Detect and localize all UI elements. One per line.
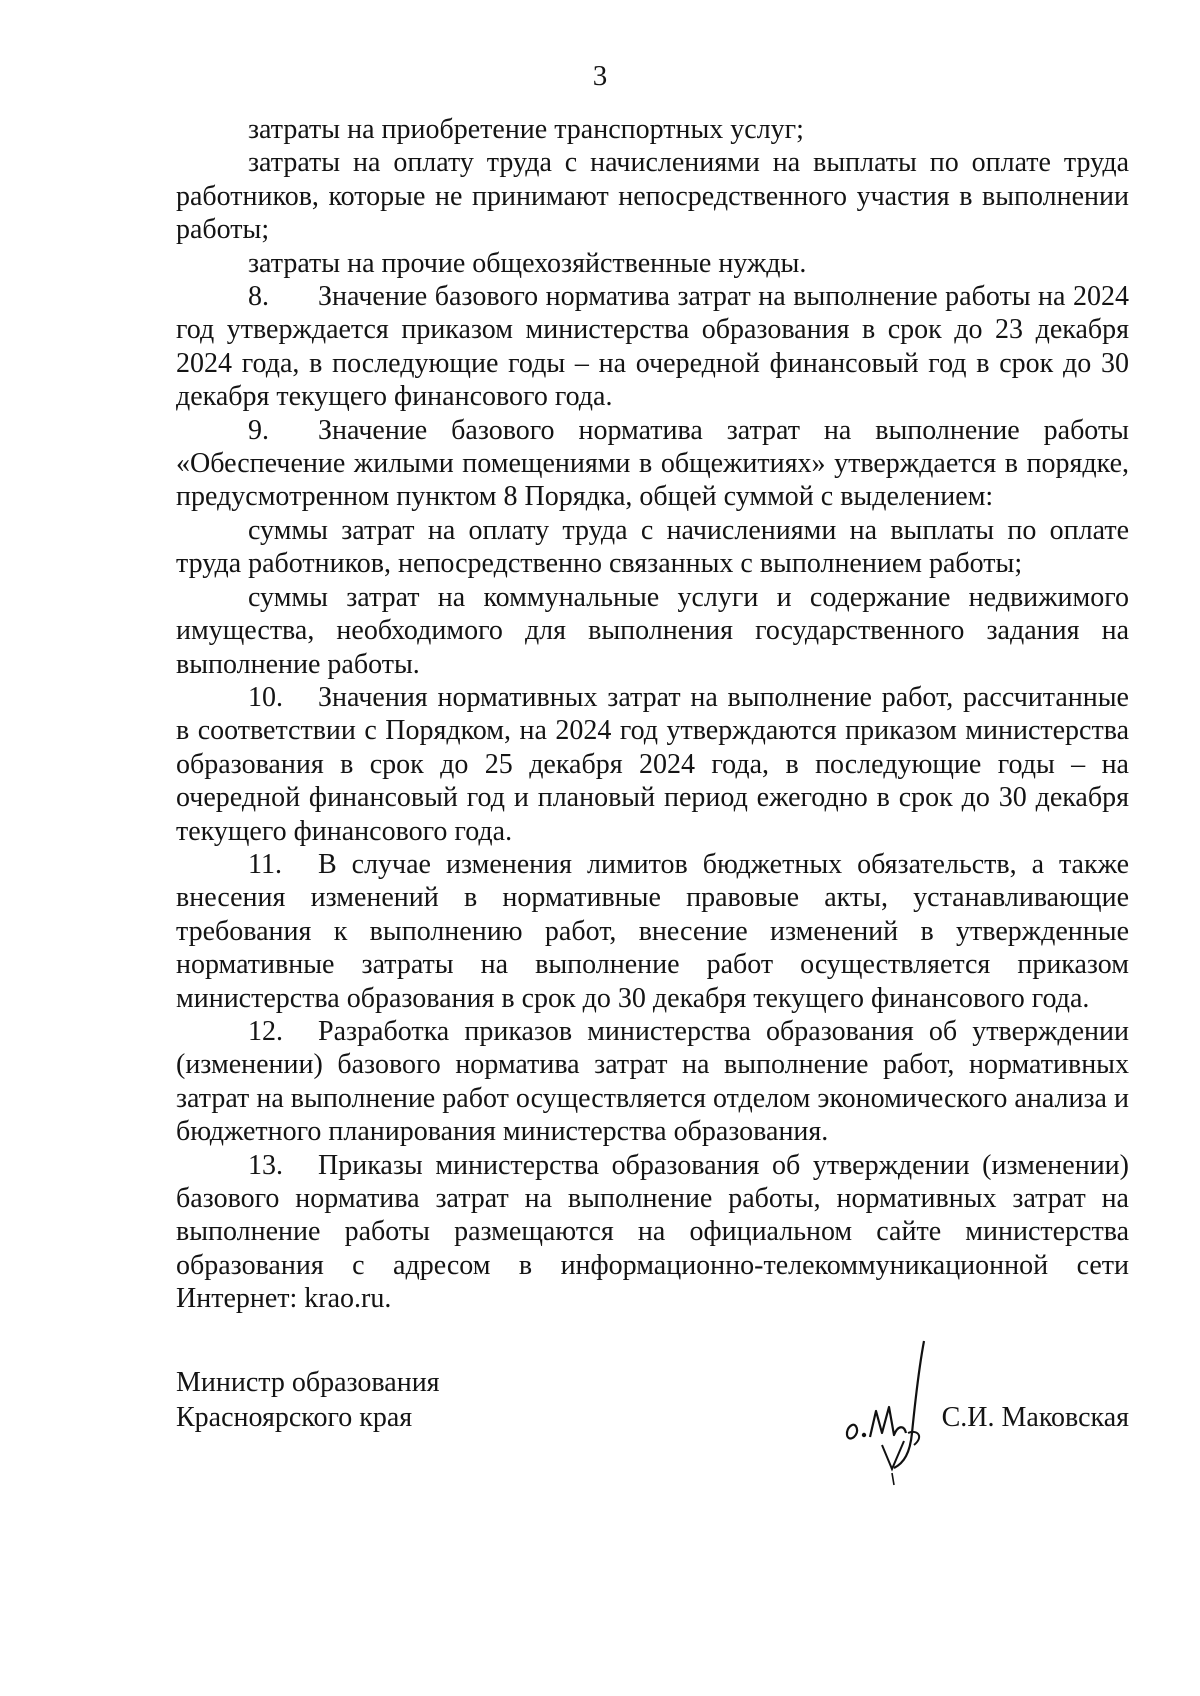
paragraph: затраты на прочие общехозяйственные нужды. <box>248 247 807 279</box>
paragraph: суммы затрат на коммунальные услуги и содержание недвижимого имущества, необходимого для выполнения государственного задания на выполнение работы. <box>176 581 1129 680</box>
paragraph-number: 11. <box>248 848 282 880</box>
signatory-name: С.И. Маковская <box>941 1402 1129 1433</box>
paragraph-number: 10. <box>248 681 283 713</box>
page-number: 3 <box>592 60 608 92</box>
paragraph-number: 13. <box>248 1149 283 1181</box>
numbered-paragraph-12: 12. Разработка приказов министерства образования об утверждении (изменении) базового норматива затрат на выполнение работ, нормативных затрат на выполнение работ осуществляется отделом экономического анализа и бюджетного планирования министерства образования. <box>176 1015 1129 1148</box>
signature-block <box>176 1365 1129 1485</box>
numbered-paragraph-9: 9. Значение базового норматива затрат на выполнение работы «Обеспечение жилыми помещениями в общежитиях» утверждается в порядке, предусмотренном пунктом 8 Порядка, общей суммой с выделением: <box>176 414 1129 513</box>
numbered-paragraph-10: 10. Значения нормативных затрат на выполнение работ, рассчитанные в соответствии с Порядком, на 2024 год утверждаются приказом министерства образования в срок до 25 декабря 2024 года, в последующие годы – на очередной финансовый год и плановый период ежегодно в срок до 30 декабря текущего финансового года. <box>176 681 1129 847</box>
paragraph: затраты на приобретение транспортных услуг; <box>248 114 804 145</box>
handwritten-signature <box>834 1333 954 1493</box>
numbered-paragraph-13: 13. Приказы министерства образования об утверждении (изменении) базового норматива затрат на выполнение работы, нормативных затрат на выполнение работы размещаются на официальном сайте министерства образования с адресом в информационно-телекоммуникационной сети Интернет: krao.ru. <box>176 1149 1129 1315</box>
paragraph-number: 9. <box>248 414 269 446</box>
paragraph-number: 8. <box>248 281 269 313</box>
paragraph-number: 12. <box>248 1015 283 1047</box>
signatory-title: Министр образования Красноярского края <box>176 1367 440 1433</box>
numbered-paragraph-11: 11. В случае изменения лимитов бюджетных обязательств, а также внесения изменений в нормативные правовые акты, устанавливающие требования к выполнению работ, внесение изменений в утвержденные нормативные затраты на выполнение работ осуществляется приказом министерства образования в срок до 30 декабря текущего финансового года. <box>176 848 1129 1014</box>
paragraph: затраты на оплату труда с начислениями на выплаты по оплате труда работников, которые не принимают непосредственного участия в выполнении работы; <box>176 147 1129 246</box>
numbered-paragraph-8: 8. Значение базового норматива затрат на выполнение работы на 2024 год утверждается приказом министерства образования в срок до 23 декабря 2024 года, в последующие годы – на очередной финансовый год в срок до 30 декабря текущего финансового года. <box>176 281 1129 413</box>
document-body <box>176 113 1129 1316</box>
paragraph: суммы затрат на оплату труда с начислениями на выплаты по оплате труда работников, непосредственно связанных с выполнением работы; <box>176 514 1129 580</box>
